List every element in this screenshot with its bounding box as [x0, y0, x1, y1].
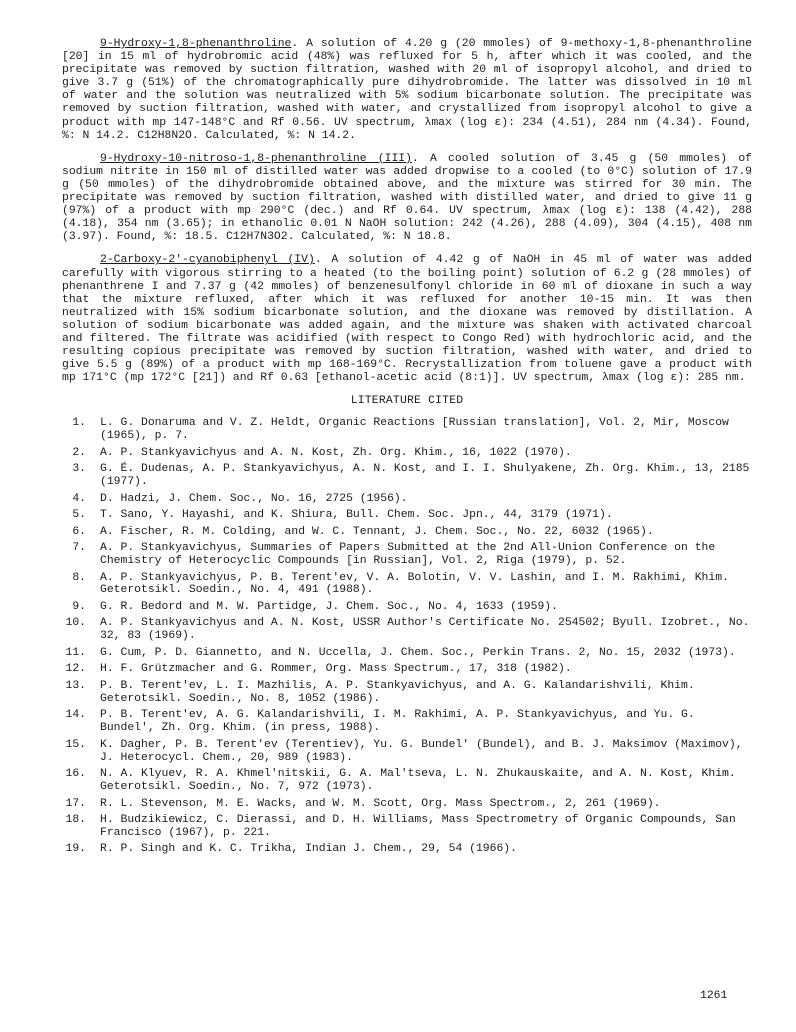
reference-item [62, 463, 752, 489]
compound-heading: 9-Hydroxy-1,8-phenanthroline [100, 38, 292, 50]
reference-text: T. Sano, Y. Hayashi, and K. Shiura, Bull. Chem. Soc. Jpn., 44, 3179 (1971). [100, 509, 613, 522]
reference-number: 5. [72, 509, 86, 522]
literature-cited-title: LITERATURE CITED [350, 395, 464, 408]
reference-number: 8. [72, 571, 86, 584]
reference-item [62, 680, 752, 706]
reference-text: R. P. Singh and K. C. Trikha, Indian J. Chem., 29, 54 (1966). [100, 843, 517, 856]
reference-number: 7. [72, 542, 86, 555]
reference-item [62, 663, 752, 676]
reference-item [62, 542, 752, 568]
reference-text: A. P. Stankyavichyus, Summaries of Papers Submitted at the 2nd All-Union Conference on the Chemistry of Heterocyclic Compounds [in Russian], Vol. 2, Riga (1979), p. 52. [100, 542, 716, 568]
reference-text: A. Fischer, R. M. Colding, and W. C. Tennant, J. Chem. Soc., No. 22, 6032 (1965). [100, 525, 654, 538]
paragraph-9-hydroxy-10-nitroso [62, 153, 752, 245]
paragraph-text: . A solution of 4.42 g of NaOH in 45 ml of water was added carefully with vigorous stirring to a heated (to the boiling point) solution of 6.2 g (28 mmoles) of phenanthrene I and 7.37 g (42 mmoles) of benzenesulfonyl chloride in 60 ml of dioxane in such a way that the mixture refluxed, after which it was refluxed for another 10-15 min. It was then neutralized with 15% sodium bicarbonate solution, and the dioxane was removed by distillation. A solution of sodium bicarbonate was added again, and the mixture was shaken with activated charcoal and filtered. The filtrate was acidified (with respect to Congo Red) with hydrochloric acid, and the resulting copious precipitate was removed by suction filtration, washed with water, and dried to give 5.5 g (89%) of a product with mp 168-169°C. Recrystallization from toluene gave a product with mp 171°C (mp 172°C [21]) and Rf 0.63 [ethanol-acetic acid (8:1)]. UV spectrum, λmax (log ε): 285 nm. [62, 254, 752, 385]
reference-item [62, 617, 752, 643]
reference-item [62, 601, 752, 614]
reference-number: 12. [65, 663, 86, 676]
reference-number: 1. [72, 417, 86, 430]
reference-text: A. P. Stankyavichyus and A. N. Kost, USSR Author's Certificate No. 254502; Byull. Izobret., No. 32, 83 (1969). [100, 617, 750, 643]
reference-item [62, 647, 752, 660]
reference-item [62, 814, 752, 840]
compound-heading: 2-Carboxy-2'-cyanobiphenyl (IV) [100, 254, 315, 267]
reference-text: L. G. Donaruma and V. Z. Heldt, Organic Reactions [Russian translation], Vol. 2, Mir, Moscow (1965), p. 7. [100, 417, 729, 443]
document-page [62, 38, 752, 860]
reference-text: K. Dagher, P. B. Terent'ev (Terentiev), Yu. G. Bundel' (Bundel), and B. J. Maksimov (Maximov), J. Heterocycl. Chem., 20, 989 (1983). [100, 738, 743, 764]
reference-text: G. R. Bedord and M. W. Partidge, J. Chem. Soc., No. 4, 1633 (1959). [100, 600, 558, 613]
paragraph-text: . A cooled solution of 3.45 g (50 mmoles) of sodium nitrite in 150 ml of distilled water was added dropwise to a cooled (to 0°C) solution of 17.9 g (50 mmoles) of the dihydrobromide obtained above, and the mixture was stirred for 30 min. The precipitate was removed by suction filtration, washed with distilled water, and dried to give 11 g (97%) of a product with mp 290°C (dec.) and Rf 0.64. UV spectrum, λmax (log ε): 138 (4.42), 288 (4.18), 354 nm (3.65); in ethanolic 0.01 N NaOH solution: 242 (4.26), 288 (4.09), 304 (4.15), 408 nm (3.97). Found, %: 18.5. C12H7N3O2. Calculated, %: N 18.8. [62, 152, 752, 244]
reference-item [62, 526, 752, 539]
paragraph-text: . A solution of 4.20 g (20 mmoles) of 9-methoxy-1,8-phenanthroline [20] in 15 ml of hydrobromic acid (48%) was refluxed for 5 h, after which it was cooled, and the precipitate was removed by suction filtration, washed with 20 ml of isopropyl alcohol, and dried to give 3.7 g (51%) of the chromatographically pure dihydrobromide. The latter was dissolved in 10 ml of water and the solution was neutralized with 5% sodium bicarbonate solution. The precipitate was removed by suction filtration, washed with water, and crystallized from isopropyl alcohol to give a product with mp 147-148°C and Rf 0.56. UV spectrum, λmax (log ε): 234 (4.51), 284 nm (4.34). Found, %: N 14.2. C12H8N2O. Calculated, %: N 14.2. [62, 38, 752, 142]
reference-text: P. B. Terent'ev, A. G. Kalandarishvili, I. M. Rakhimi, A. P. Stankyavichyus, and Yu. G. Bundel', Zh. Org. Khim. (in press, 1988). [100, 709, 695, 735]
reference-number: 13. [65, 679, 86, 692]
reference-item [62, 417, 752, 443]
reference-text: R. L. Stevenson, M. E. Wacks, and W. M. Scott, Org. Mass Spectrom., 2, 261 (1969). [100, 797, 661, 810]
reference-number: 9. [72, 600, 86, 613]
reference-text: A. P. Stankyavichyus and A. N. Kost, Zh. Org. Khim., 16, 1022 (1970). [100, 446, 572, 459]
reference-item [62, 493, 752, 506]
reference-number: 4. [72, 492, 86, 505]
reference-number: 6. [72, 525, 86, 538]
reference-item [62, 572, 752, 598]
compound-heading: 9-Hydroxy-10-nitroso-1,8-phenanthroline (III) [100, 152, 412, 165]
reference-number: 18. [65, 814, 86, 826]
reference-number: 10. [65, 617, 86, 630]
reference-number: 11. [65, 646, 86, 659]
reference-text: H. Budzikiewicz, C. Dierassi, and D. H. Williams, Mass Spectrometry of Organic Compounds, San Francisco (1967), p. 221. [100, 814, 736, 839]
reference-number: 17. [65, 797, 86, 810]
reference-number: 19. [65, 843, 86, 856]
reference-text: P. B. Terent'ev, L. I. Mazhilis, A. P. Stankyavichyus, and A. G. Kalandarishvili, Khim. Geterotsikl. Soedin., No. 8, 1052 (1986). [100, 679, 695, 705]
reference-item [62, 709, 752, 735]
reference-text: D. Hadzi, J. Chem. Soc., No. 16, 2725 (1956). [100, 492, 408, 505]
paragraph-2-carboxy [62, 254, 752, 385]
paragraph-9-hydroxy [62, 38, 752, 143]
reference-number: 2. [72, 446, 86, 459]
reference-text: G. É. Dudenas, A. P. Stankyavichyus, A. N. Kost, and I. I. Shulyakene, Zh. Org. Khim., 13, 2185 (1977). [100, 463, 750, 489]
reference-number: 15. [65, 738, 86, 751]
reference-item [62, 768, 752, 794]
reference-list [62, 417, 752, 856]
reference-text: A. P. Stankyavichyus, P. B. Terent'ev, V. A. Bolotin, V. V. Lashin, and I. M. Rakhimi, Khim. Geterotsikl. Soedin., No. 4, 491 (1988). [100, 571, 729, 597]
reference-item [62, 843, 752, 856]
reference-item [62, 509, 752, 522]
reference-number: 3. [72, 463, 86, 476]
page-number: 1261 [700, 990, 728, 1002]
reference-item [62, 798, 752, 811]
reference-text: N. A. Klyuev, R. A. Khmel'nitskii, G. A. Mal'tseva, L. N. Zhukauskaite, and A. N. Kost, Khim. Geterotsikl. Soedin., No. 7, 972 (1973). [100, 768, 736, 793]
reference-text: H. F. Grützmacher and G. Rommer, Org. Mass Spectrum., 17, 318 (1982). [100, 663, 572, 676]
reference-text: G. Cum, P. D. Giannetto, and N. Uccella, J. Chem. Soc., Perkin Trans. 2, No. 15, 2032 (1973). [100, 646, 736, 659]
reference-number: 16. [65, 768, 86, 781]
reference-item [62, 739, 752, 765]
reference-item [62, 447, 752, 460]
reference-number: 14. [65, 709, 86, 722]
